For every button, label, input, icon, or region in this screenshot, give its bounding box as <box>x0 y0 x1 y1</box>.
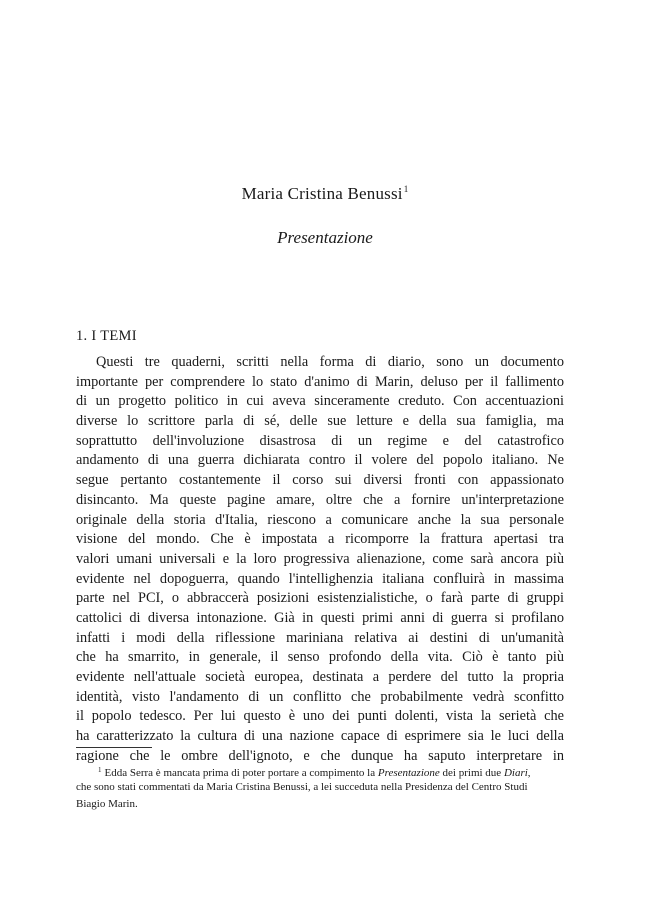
body-line: disincanto. Ma queste pagine amare, oltre che a fornire un'interpretazione <box>76 491 564 508</box>
body-line: infatti i modi della riflessione mariniana relativa ai destini di un'umanità <box>76 629 564 646</box>
body-line: cattolici di diversa intonazione. Già in questi primi anni di guerra si profilano <box>76 609 564 626</box>
body-paragraph <box>76 353 564 766</box>
footnote-line <box>76 762 566 779</box>
footnote-mark: 1 <box>98 766 102 774</box>
body-line: evidente nel dopoguerra, quando l'intellighenzia italiana confluirà in massima <box>76 570 564 587</box>
body-line: parte nel PCI, o abbraccerà posizioni esistenzialistiche, o farà parte di gruppi <box>76 590 564 607</box>
footnote-divider <box>76 747 152 748</box>
body-line: valori umani universali e la loro progressiva alienazione, come sarà ancora più <box>76 550 564 567</box>
body-line: Questi tre quaderni, scritti nella forma di diario, sono un documento <box>96 354 564 370</box>
body-line: il popolo tedesco. Per lui questo è uno dei punti dolenti, vista la serietà che <box>76 708 564 725</box>
body-line: importante per comprendere lo stato d'animo di Marin, deluso per il fallimento <box>76 373 564 390</box>
footnote-line: che sono stati commentati da Maria Cristina Benussi, a lei succeduta nella Presidenza del Centro Studi <box>76 781 528 793</box>
body-line: diverse lo scrittore parla di sé, delle sue letture e della sua famiglia, ma <box>76 413 564 430</box>
footnote-line: Biagio Marin. <box>76 798 138 810</box>
body-line: segue pertanto costantemente il corso sui diversi fronti con appassionato <box>76 472 564 489</box>
body-line: evidente nell'attuale società europea, destinata a perdere del tutto la propria <box>76 669 564 685</box>
body-line: che ha smarrito, in generale, il senso profondo della vita. Ciò è tanto più <box>76 649 564 666</box>
section-heading: 1. I TEMI <box>76 328 137 344</box>
body-line: soprattutto dell'involuzione disastrosa di un regime e del catastrofico <box>76 432 564 449</box>
body-line: di un progetto politico in cui aveva sinceramente creduto. Con accentuazioni <box>76 393 564 410</box>
body-line: identità, visto l'andamento di un conflitto che probabilmente vedrà sconfitto <box>76 688 564 705</box>
body-line: andamento di una guerra dichiarata contro il volere del popolo italiano. Ne <box>76 452 564 469</box>
footnote-text: dei primi due <box>439 767 504 779</box>
body-line: ragione che le ombre dell'ignoto, e che dunque ha saputo interpretare in <box>76 747 564 764</box>
author-name <box>0 184 650 204</box>
body-line: ha caratterizzato la cultura di una nazione capace di esprimere sia le luci della <box>76 728 564 745</box>
document-title: Presentazione <box>277 228 373 247</box>
body-line: visione del mondo. Che è impostata a ricomporre la frattura apertasi tra <box>76 531 564 548</box>
body-line: originale della storia d'Italia, riescono a comunicare anche la sua personale <box>76 511 564 528</box>
footnote <box>76 762 566 813</box>
footnote-italic-title: Presentazione <box>377 767 440 779</box>
author-text: Maria Cristina Benussi <box>241 184 403 203</box>
footnote-text: Edda Serra è mancata prima di poter portare a compimento la <box>104 767 378 779</box>
footnote-reference[interactable]: 1 <box>403 184 409 194</box>
footnote-text: , <box>527 767 531 779</box>
footnote-italic-title: Diari <box>503 767 528 779</box>
